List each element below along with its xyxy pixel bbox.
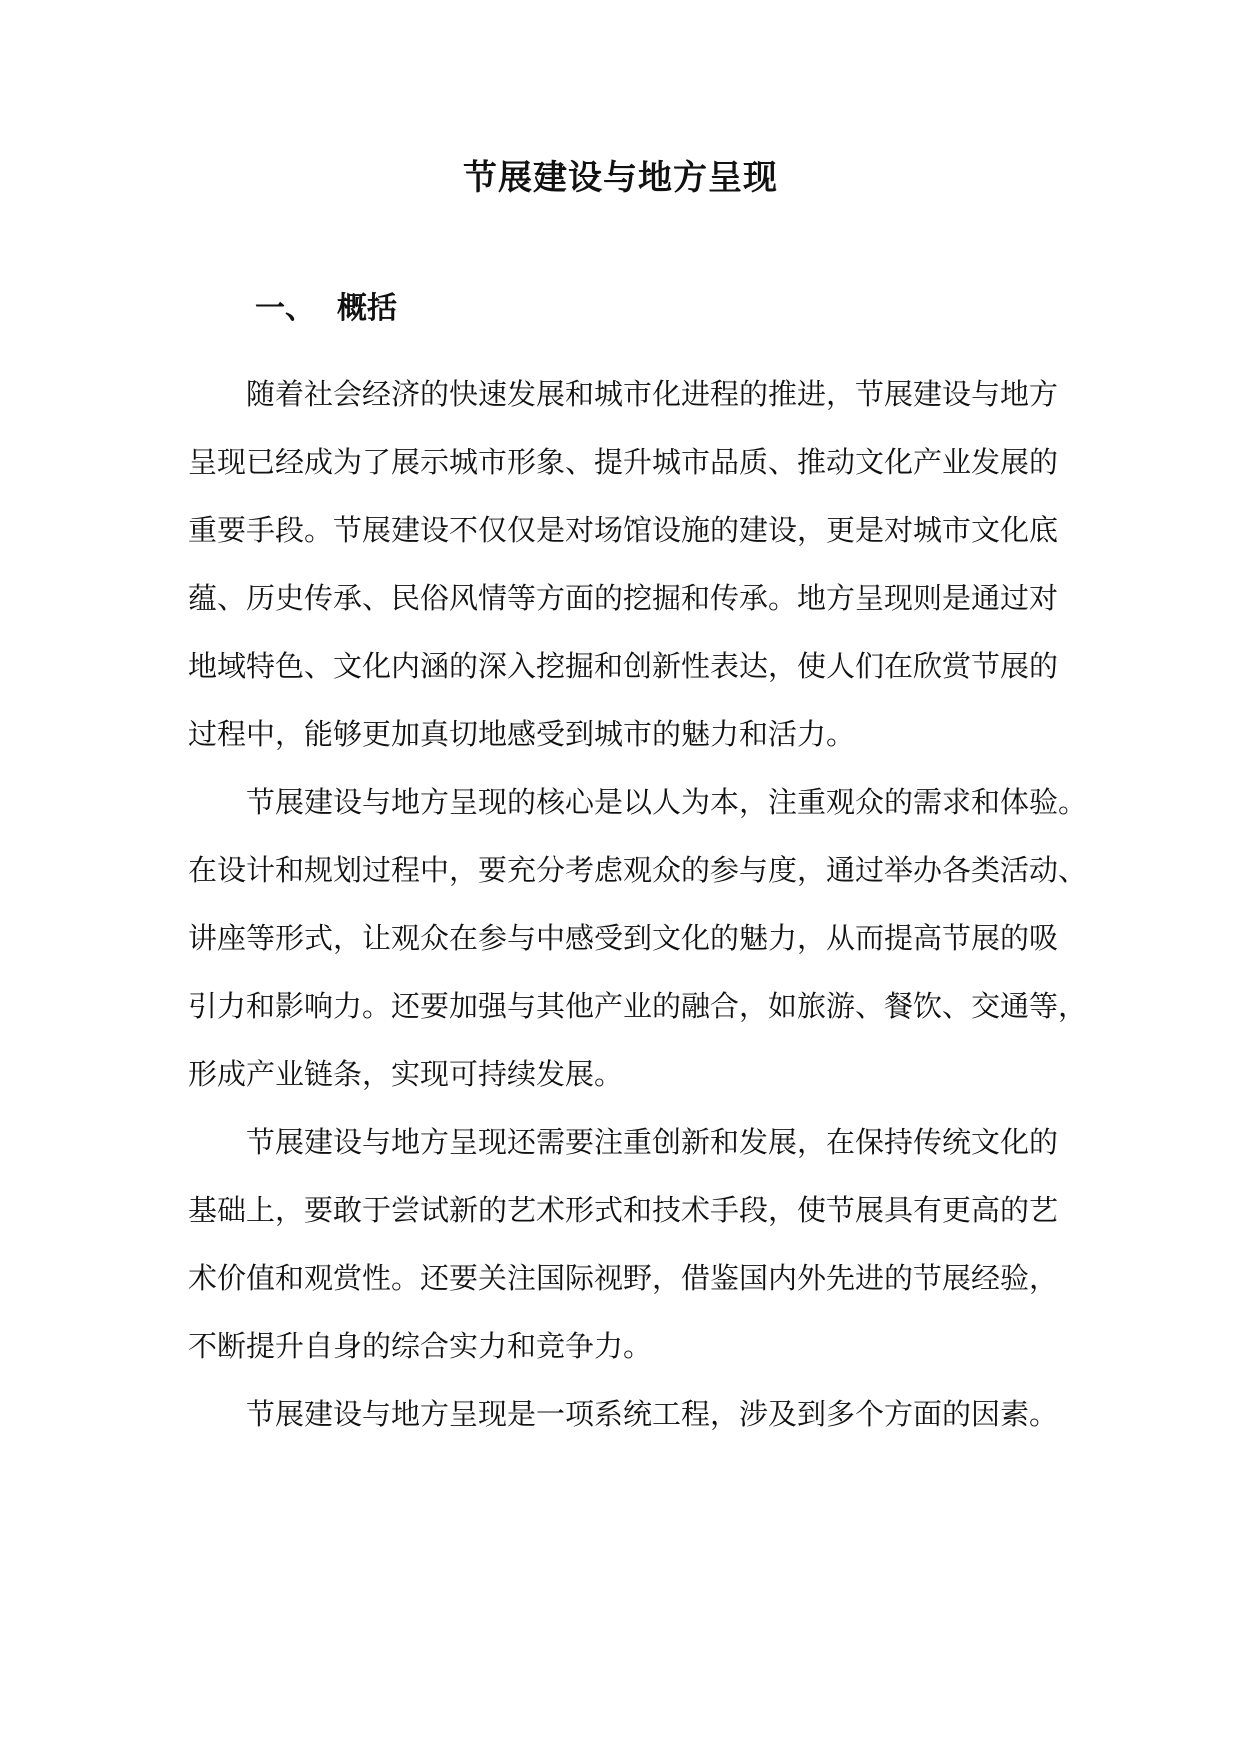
paragraph-3 — [188, 1108, 1070, 1380]
paragraph-2 — [188, 768, 1088, 1108]
section-heading-text: 概括 — [337, 291, 397, 326]
paragraph-line: 在设计和规划过程中，要充分考虑观众的参与度，通过举办各类活动、 — [188, 853, 1088, 887]
section-body — [188, 360, 1088, 1448]
section-number: 一、 — [255, 291, 315, 326]
paragraph-line: 随着社会经济的快速发展和城市化进程的推进，节展建设与地方 — [246, 377, 1059, 411]
paragraph-line: 地域特色、文化内涵的深入挖掘和创新性表达，使人们在欣赏节展的 — [188, 649, 1059, 683]
paragraph-line: 基础上，要敢于尝试新的艺术形式和技术手段，使节展具有更高的艺 — [188, 1193, 1059, 1227]
paragraph-line: 讲座等形式，让观众在参与中感受到文化的魅力，从而提高节展的吸 — [188, 921, 1059, 955]
paragraph-1 — [188, 360, 1070, 768]
paragraph-line: 节展建设与地方呈现还需要注重创新和发展，在保持传统文化的 — [246, 1125, 1059, 1159]
paragraph-line: 术价值和观赏性。还要关注国际视野，借鉴国内外先进的节展经验， — [188, 1261, 1059, 1295]
paragraph-line: 呈现已经成为了展示城市形象、提升城市品质、推动文化产业发展的 — [188, 445, 1059, 479]
paragraph-line: 不断提升自身的综合实力和竞争力。 — [188, 1329, 653, 1363]
document-title: 节展建设与地方呈现 — [463, 158, 778, 198]
paragraph-line: 重要手段。节展建设不仅仅是对场馆设施的建设，更是对城市文化底 — [188, 513, 1059, 547]
paragraph-line: 引力和影响力。还要加强与其他产业的融合，如旅游、餐饮、交通等， — [188, 989, 1088, 1023]
paragraph-line: 节展建设与地方呈现的核心是以人为本，注重观众的需求和体验。 — [246, 785, 1088, 819]
paragraph-4 — [188, 1380, 1070, 1448]
section-heading — [255, 283, 397, 327]
paragraph-line: 过程中，能够更加真切地感受到城市的魅力和活力。 — [188, 717, 856, 751]
paragraph-line: 节展建设与地方呈现是一项系统工程，涉及到多个方面的因素。 — [246, 1397, 1059, 1431]
paragraph-line: 蕴、历史传承、民俗风情等方面的挖掘和传承。地方呈现则是通过对 — [188, 581, 1059, 615]
paragraph-line: 形成产业链条，实现可持续发展。 — [188, 1057, 624, 1091]
